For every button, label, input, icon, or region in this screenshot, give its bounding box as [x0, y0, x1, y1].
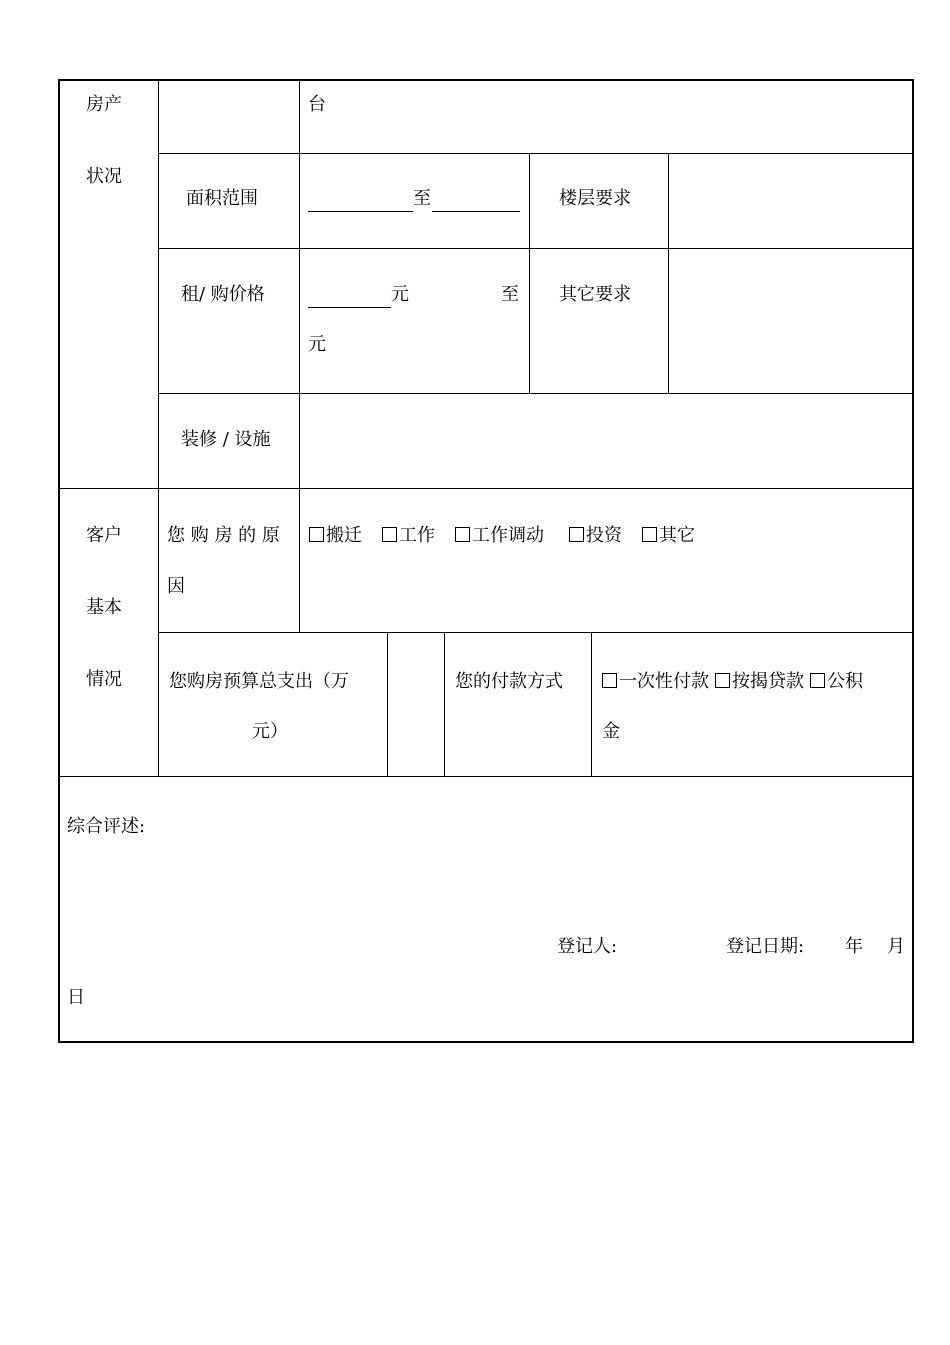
table-border-bottom	[58, 1041, 914, 1043]
budget-label: 元）	[252, 721, 288, 742]
payment-option-lump-sum[interactable]	[602, 671, 709, 693]
date-month: 月	[887, 936, 905, 957]
budget-label: 您购房预算总支出（万	[169, 671, 349, 692]
divider	[58, 776, 914, 777]
other-requirement-field[interactable]	[670, 251, 910, 392]
payment-option-label: 按揭贷款	[732, 671, 804, 692]
divider	[158, 632, 914, 633]
payment-option-provident-fund[interactable]	[810, 671, 863, 693]
checkbox[interactable]	[602, 673, 617, 688]
date-year: 年	[845, 936, 863, 957]
divider	[58, 488, 914, 489]
table-border-right	[912, 79, 914, 1043]
reason-option-label: 搬迁	[326, 525, 362, 546]
summary-field[interactable]	[62, 850, 910, 920]
payment-option-tail: 金	[602, 721, 620, 742]
client-section-label: 基本	[86, 597, 122, 618]
price-min-field[interactable]	[308, 287, 391, 308]
purchase-reason-label: 因	[167, 576, 185, 597]
reason-option-label: 投资	[586, 525, 622, 546]
divider	[591, 632, 592, 777]
date-day: 日	[67, 987, 85, 1008]
client-section-label: 情况	[86, 669, 122, 690]
property-row1-value: 台	[308, 94, 326, 115]
divider	[529, 153, 530, 394]
divider	[299, 79, 300, 633]
divider	[158, 79, 159, 777]
reason-option-transfer[interactable]	[455, 525, 544, 547]
other-requirement-label: 其它要求	[559, 284, 631, 305]
area-max-field[interactable]	[432, 191, 520, 212]
checkbox[interactable]	[309, 527, 324, 542]
price-unit: 元	[308, 334, 326, 355]
purchase-reason-label: 您 购 房 的 原	[167, 525, 280, 546]
floor-requirement-label: 楼层要求	[559, 188, 631, 209]
decoration-label: 装修 / 设施	[181, 429, 271, 450]
checkbox[interactable]	[642, 527, 657, 542]
reason-option-investment[interactable]	[569, 525, 622, 547]
reason-option-label: 工作调动	[472, 525, 544, 546]
registration-date-label: 登记日期:	[726, 936, 805, 957]
reason-option-label: 其它	[659, 525, 695, 546]
checkbox[interactable]	[382, 527, 397, 542]
area-min-field[interactable]	[308, 191, 413, 212]
payment-method-label: 您的付款方式	[455, 671, 563, 692]
registrar-label: 登记人:	[557, 936, 618, 957]
client-section-label: 客户	[86, 525, 122, 546]
table-border-left	[58, 79, 60, 1043]
divider	[158, 248, 914, 249]
payment-option-label: 一次性付款	[619, 671, 709, 692]
property-section-label: 房产	[86, 94, 122, 115]
checkbox[interactable]	[715, 673, 730, 688]
table-border-top	[58, 79, 914, 81]
summary-label: 综合评述:	[67, 816, 146, 837]
reason-option-label: 工作	[399, 525, 435, 546]
reason-option-work[interactable]	[382, 525, 435, 547]
divider	[158, 393, 914, 394]
reason-option-relocation[interactable]	[309, 525, 362, 547]
checkbox[interactable]	[810, 673, 825, 688]
checkbox[interactable]	[455, 527, 470, 542]
checkbox[interactable]	[569, 527, 584, 542]
price-to-text: 至	[501, 284, 519, 305]
price-unit: 元	[391, 284, 409, 305]
price-label: 租/ 购价格	[181, 284, 265, 305]
divider	[444, 632, 445, 777]
divider	[387, 632, 388, 777]
area-range-label: 面积范围	[186, 188, 258, 209]
payment-option-label: 公积	[827, 671, 863, 692]
divider	[158, 153, 914, 154]
payment-option-mortgage[interactable]	[715, 671, 804, 693]
decoration-field[interactable]	[301, 395, 911, 488]
property-section-label: 状况	[86, 166, 122, 187]
reason-option-other[interactable]	[642, 525, 695, 547]
area-to-text: 至	[413, 188, 431, 209]
budget-field[interactable]	[389, 634, 443, 776]
divider	[668, 153, 669, 394]
floor-requirement-field[interactable]	[670, 156, 910, 248]
